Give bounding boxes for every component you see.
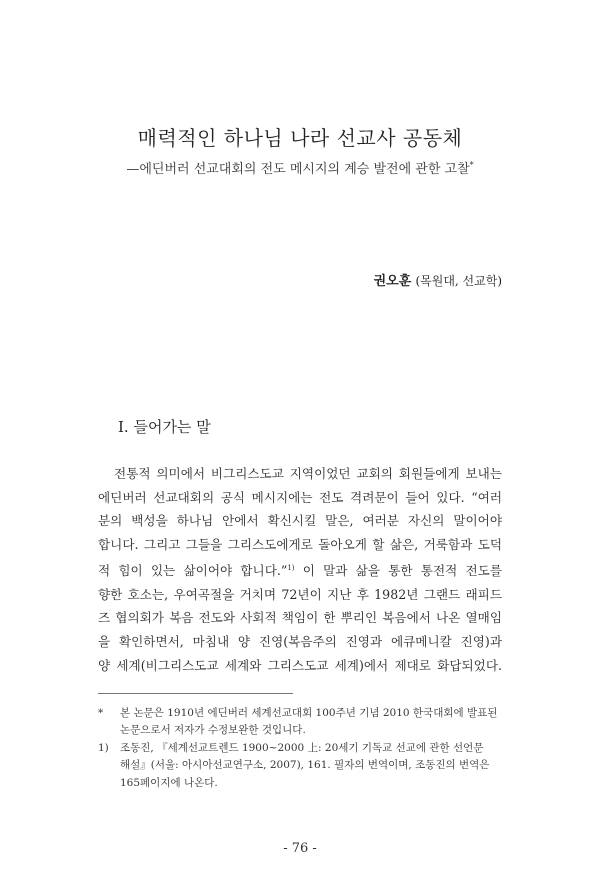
footnote-line: 조동진, 『세계선교트렌드 1900~2000 上: 20세기 기독교 선교에 관한 선언문 <box>120 741 484 754</box>
paper-subtitle <box>0 158 600 177</box>
paragraph-line-part: 적 힘이 있는 삶이어야 합니다.” <box>98 563 288 578</box>
paragraph-line-with-footnote <box>98 557 502 583</box>
paragraph-line: 을 확인하면서, 마침내 양 진영(복음주의 진영과 에큐메니칼 진영)과 <box>98 634 502 650</box>
paragraph-line-part: 이 말과 삶을 통한 통전적 전도를 <box>294 563 502 578</box>
footnote-line: 165페이지에 나온다. <box>120 776 218 789</box>
section-heading: I. 들어가는 말 <box>118 418 211 436</box>
paragraph-line: 향한 호소는, 우여곡절을 거치며 72년이 지난 후 1982년 그랜드 래피드 <box>98 586 502 602</box>
footnote-reference[interactable]: 1) <box>287 563 295 572</box>
paragraph-line: 즈 협의회가 복음 전도와 사회적 책임이 한 뿌리인 복음에서 나온 열매임 <box>98 610 502 626</box>
footnote-line: 논문으로서 저자가 수정보완한 것입니다. <box>120 724 306 737</box>
paragraph-line: 에딘버러 선교대회의 공식 메시지에는 전도 격려문이 들어 있다. “여러 <box>98 489 502 505</box>
body-paragraph <box>98 462 502 678</box>
footnote-item <box>98 740 502 792</box>
page-number: - 76 - <box>283 841 317 856</box>
footnote-line: 본 논문은 1910년 에딘버러 세계선교대회 100주년 기념 2010 한국대회에 발표된 <box>120 707 498 719</box>
footnote-divider <box>98 693 293 694</box>
footnotes <box>98 705 502 792</box>
subtitle-footnote-mark: * <box>469 160 474 170</box>
footnote-mark: 1) <box>98 741 109 754</box>
paragraph-line: 양 세계(비그리스도교 세계와 그리스도교 세계)에서 제대로 화답되었다. <box>98 657 502 673</box>
paragraph-line: 분의 백성을 하나님 안에서 확신시킬 말은, 여러분 자신의 말이어야 <box>98 513 502 529</box>
footnote-mark: * <box>98 707 104 719</box>
author-name: 권오훈 <box>373 274 412 289</box>
paragraph-line: 전통적 의미에서 비그리스도교 지역이었던 교회의 회원들에게 보내는 <box>114 466 502 481</box>
author-line <box>374 270 502 289</box>
author-affiliation: (목원대, 선교학) <box>415 274 502 288</box>
subtitle-text: —에딘버러 선교대회의 전도 메시지의 계승 발전에 관한 고찰 <box>126 162 470 177</box>
footnote-item <box>98 705 502 740</box>
paragraph-line: 합니다. 그리고 그들을 그리스도에게로 돌아오게 할 삶은, 거룩함과 도덕 <box>98 537 502 553</box>
footnote-line: 해설』(서울: 아시아선교연구소, 2007), 161. 필자의 번역이며, 조동진의 번역은 <box>120 759 490 772</box>
paper-title: 매력적인 하나님 나라 선교사 공동체 <box>137 126 463 150</box>
